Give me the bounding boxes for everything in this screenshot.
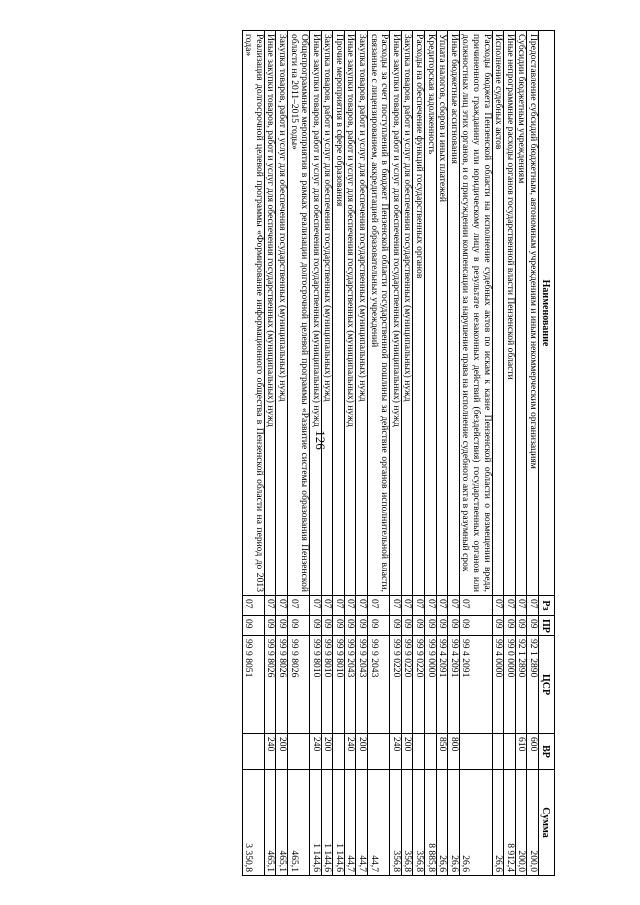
cell-vr: 240: [264, 734, 276, 770]
header-sum: Сумма: [539, 770, 555, 876]
cell-vr: 240: [344, 734, 356, 770]
cell-name: Реализация долгосрочной целевой программы «Формирование информационного общества в Пензенской области на период до 2013 года»: [242, 31, 264, 596]
cell-rz: 07: [504, 596, 516, 616]
cell-vr: [368, 734, 390, 770]
cell-csr: 99 9 2043: [344, 636, 356, 734]
page-number: 126: [313, 430, 328, 450]
cell-pr: 09: [310, 616, 322, 636]
cell-csr: 92 1 2890: [515, 636, 527, 734]
cell-sum: 200,0: [527, 770, 539, 876]
cell-pr: 09: [515, 616, 527, 636]
cell-pr: 09: [527, 616, 539, 636]
cell-rz: 07: [425, 596, 437, 616]
cell-pr: 09: [413, 616, 425, 636]
cell-sum: 26,6: [492, 770, 504, 876]
cell-vr: 200: [356, 734, 368, 770]
cell-rz: 07: [321, 596, 333, 616]
table-row: [413, 31, 425, 876]
cell-sum: 465,1: [264, 770, 276, 876]
table-row: [515, 31, 527, 876]
cell-csr: 99 9 0220: [390, 636, 402, 734]
cell-rz: 07: [242, 596, 264, 616]
table-row: [459, 31, 492, 876]
cell-rz: 07: [344, 596, 356, 616]
cell-pr: 09: [333, 616, 345, 636]
cell-sum: 200,0: [515, 770, 527, 876]
cell-pr: 09: [276, 616, 288, 636]
cell-name: Расходы за счет поступлений в бюджет Пензенской области государственной пошлины за действие органов исполнительной власти, связанные с лицензированием, аккредитацией образовательных учреждений: [368, 31, 390, 596]
cell-name: Иные закупки товаров, работ и услуг для обеспечения государственных (муниципальных) нужд: [390, 31, 402, 596]
cell-sum: 3 350,8: [242, 770, 264, 876]
cell-name: Уплата налогов, сборов и иных платежей: [436, 31, 448, 596]
cell-rz: 07: [287, 596, 309, 616]
cell-rz: 07: [413, 596, 425, 616]
cell-pr: 09: [356, 616, 368, 636]
table-row: [321, 31, 333, 876]
cell-name: Иные бюджетные ассигнования: [448, 31, 460, 596]
table-header-row: [539, 31, 555, 876]
table-row: [368, 31, 390, 876]
cell-rz: 07: [264, 596, 276, 616]
cell-rz: 07: [310, 596, 322, 616]
cell-name: Расходы на обеспечение функций государственных органов: [413, 31, 425, 596]
cell-rz: 07: [390, 596, 402, 616]
cell-name: Субсидии бюджетным учреждениям: [515, 31, 527, 596]
cell-vr: 850: [436, 734, 448, 770]
header-name: Наименование: [539, 31, 555, 596]
cell-pr: 09: [390, 616, 402, 636]
cell-csr: 99 9 8026: [287, 636, 309, 734]
cell-csr: 99 9 8026: [276, 636, 288, 734]
cell-sum: 44,7: [368, 770, 390, 876]
cell-csr: 99 9 0220: [413, 636, 425, 734]
cell-vr: 200: [401, 734, 413, 770]
cell-pr: 09: [287, 616, 309, 636]
cell-rz: 07: [276, 596, 288, 616]
cell-name: Прочие мероприятия в сфере образования: [333, 31, 345, 596]
table-row: [264, 31, 276, 876]
cell-vr: [333, 734, 345, 770]
cell-csr: 99 4 2091: [448, 636, 460, 734]
cell-sum: 356,8: [401, 770, 413, 876]
cell-rz: 07: [333, 596, 345, 616]
cell-sum: 1 144,6: [310, 770, 322, 876]
table-row: [287, 31, 309, 876]
table-row: [310, 31, 322, 876]
cell-vr: [425, 734, 437, 770]
cell-pr: 09: [504, 616, 516, 636]
table-row: [356, 31, 368, 876]
cell-rz: 07: [356, 596, 368, 616]
cell-pr: 09: [425, 616, 437, 636]
cell-csr: 99 4 2091: [436, 636, 448, 734]
cell-name: Закупка товаров, работ и услуг для обеспечения государственных (муниципальных) нужд: [276, 31, 288, 596]
cell-name: Общепрограммные мероприятия в рамках реализации долгосрочной целевой программы «Развитие системы образования Пензенской области на 2011–2015 годы»: [287, 31, 309, 596]
cell-sum: 44,7: [344, 770, 356, 876]
cell-pr: 09: [368, 616, 390, 636]
header-rz: Рз: [539, 596, 555, 616]
table-row: [527, 31, 539, 876]
cell-rz: 07: [527, 596, 539, 616]
cell-pr: 09: [264, 616, 276, 636]
cell-name: Иные закупки товаров, работ и услуг для обеспечения государственных (муниципальных) нужд: [344, 31, 356, 596]
cell-vr: [504, 734, 516, 770]
budget-table-container: [85, 30, 555, 875]
cell-vr: 200: [321, 734, 333, 770]
cell-csr: 99 9 2043: [356, 636, 368, 734]
cell-vr: 240: [390, 734, 402, 770]
table-row: [436, 31, 448, 876]
cell-rz: 07: [401, 596, 413, 616]
table-row: [425, 31, 437, 876]
cell-pr: 09: [436, 616, 448, 636]
table-row: [448, 31, 460, 876]
cell-vr: 240: [310, 734, 322, 770]
cell-name: Предоставление субсидий бюджетным, автономным учреждениям и иным некоммерческим организациям: [527, 31, 539, 596]
cell-name: Кредиторская задолженность: [425, 31, 437, 596]
cell-csr: 99 9 8010: [321, 636, 333, 734]
cell-csr: 99 9 8026: [264, 636, 276, 734]
cell-vr: [413, 734, 425, 770]
cell-csr: 99 9 0220: [401, 636, 413, 734]
cell-sum: 8 885,8: [425, 770, 437, 876]
cell-name: Иные непрограммные расходы органов государственной власти Пензенской области: [504, 31, 516, 596]
cell-vr: 200: [276, 734, 288, 770]
cell-name: Закупка товаров, работ и услуг для обеспечения государственных (муниципальных) нужд: [321, 31, 333, 596]
table-row: [504, 31, 516, 876]
cell-csr: 99 4 0000: [492, 636, 504, 734]
cell-sum: 465,1: [287, 770, 309, 876]
cell-sum: 26,6: [459, 770, 492, 876]
budget-table: [242, 30, 555, 876]
cell-pr: 09: [401, 616, 413, 636]
cell-vr: 610: [515, 734, 527, 770]
cell-rz: 07: [515, 596, 527, 616]
cell-csr: 99 9 8051: [242, 636, 264, 734]
cell-name: Иные закупки товаров, работ и услуг для обеспечения государственных (муниципальных) нужд: [310, 31, 322, 596]
cell-vr: [459, 734, 492, 770]
header-csr: ЦСР: [539, 636, 555, 734]
cell-vr: [242, 734, 264, 770]
cell-csr: 99 9 0000: [425, 636, 437, 734]
table-row: [390, 31, 402, 876]
table-row: [242, 31, 264, 876]
cell-vr: 800: [448, 734, 460, 770]
cell-sum: 44,7: [356, 770, 368, 876]
cell-sum: 8 912,4: [504, 770, 516, 876]
header-vr: ВР: [539, 734, 555, 770]
cell-sum: 26,6: [448, 770, 460, 876]
cell-sum: 465,1: [276, 770, 288, 876]
cell-rz: 07: [448, 596, 460, 616]
cell-vr: 600: [527, 734, 539, 770]
cell-pr: 09: [321, 616, 333, 636]
cell-csr: 99 9 8010: [333, 636, 345, 734]
table-row: [333, 31, 345, 876]
cell-rz: 07: [459, 596, 492, 616]
table-row: [401, 31, 413, 876]
cell-csr: 92 1 2890: [527, 636, 539, 734]
cell-pr: 09: [492, 616, 504, 636]
cell-rz: 07: [436, 596, 448, 616]
table-row: [492, 31, 504, 876]
cell-name: Иные закупки товаров, работ и услуг для обеспечения государственных (муниципальных) нужд: [264, 31, 276, 596]
cell-sum: 356,8: [413, 770, 425, 876]
cell-csr: 99 9 8010: [310, 636, 322, 734]
cell-name: Расходы бюджета Пензенской области на исполнение судебных актов по искам к казне Пензенской области о возмещении вреда, причиненного гражданину или юридическому лицу в результате незаконных действий (бездействия) государственных органов или должностных лиц этих органов, и о присуждении компенсации за нарушение права на исполнение судебного акта в разумный срок: [459, 31, 492, 596]
cell-pr: 09: [448, 616, 460, 636]
cell-csr: 99 0 0000: [504, 636, 516, 734]
table-row: [276, 31, 288, 876]
cell-name: Исполнение судебных актов: [492, 31, 504, 596]
cell-rz: 07: [492, 596, 504, 616]
cell-pr: 09: [459, 616, 492, 636]
cell-sum: 26,6: [436, 770, 448, 876]
table-row: [344, 31, 356, 876]
cell-vr: [287, 734, 309, 770]
cell-csr: 99 9 2043: [368, 636, 390, 734]
cell-csr: 99 4 2091: [459, 636, 492, 734]
cell-name: Закупка товаров, работ и услуг для обеспечения государственных (муниципальных) нужд: [401, 31, 413, 596]
cell-vr: [492, 734, 504, 770]
cell-name: Закупка товаров, работ и услуг для обеспечения государственных (муниципальных) нужд: [356, 31, 368, 596]
cell-pr: 09: [242, 616, 264, 636]
cell-sum: 1 144,6: [333, 770, 345, 876]
cell-pr: 09: [344, 616, 356, 636]
cell-rz: 07: [368, 596, 390, 616]
cell-sum: 1 144,6: [321, 770, 333, 876]
header-pr: ПР: [539, 616, 555, 636]
cell-sum: 356,8: [390, 770, 402, 876]
table-body: [242, 31, 538, 876]
